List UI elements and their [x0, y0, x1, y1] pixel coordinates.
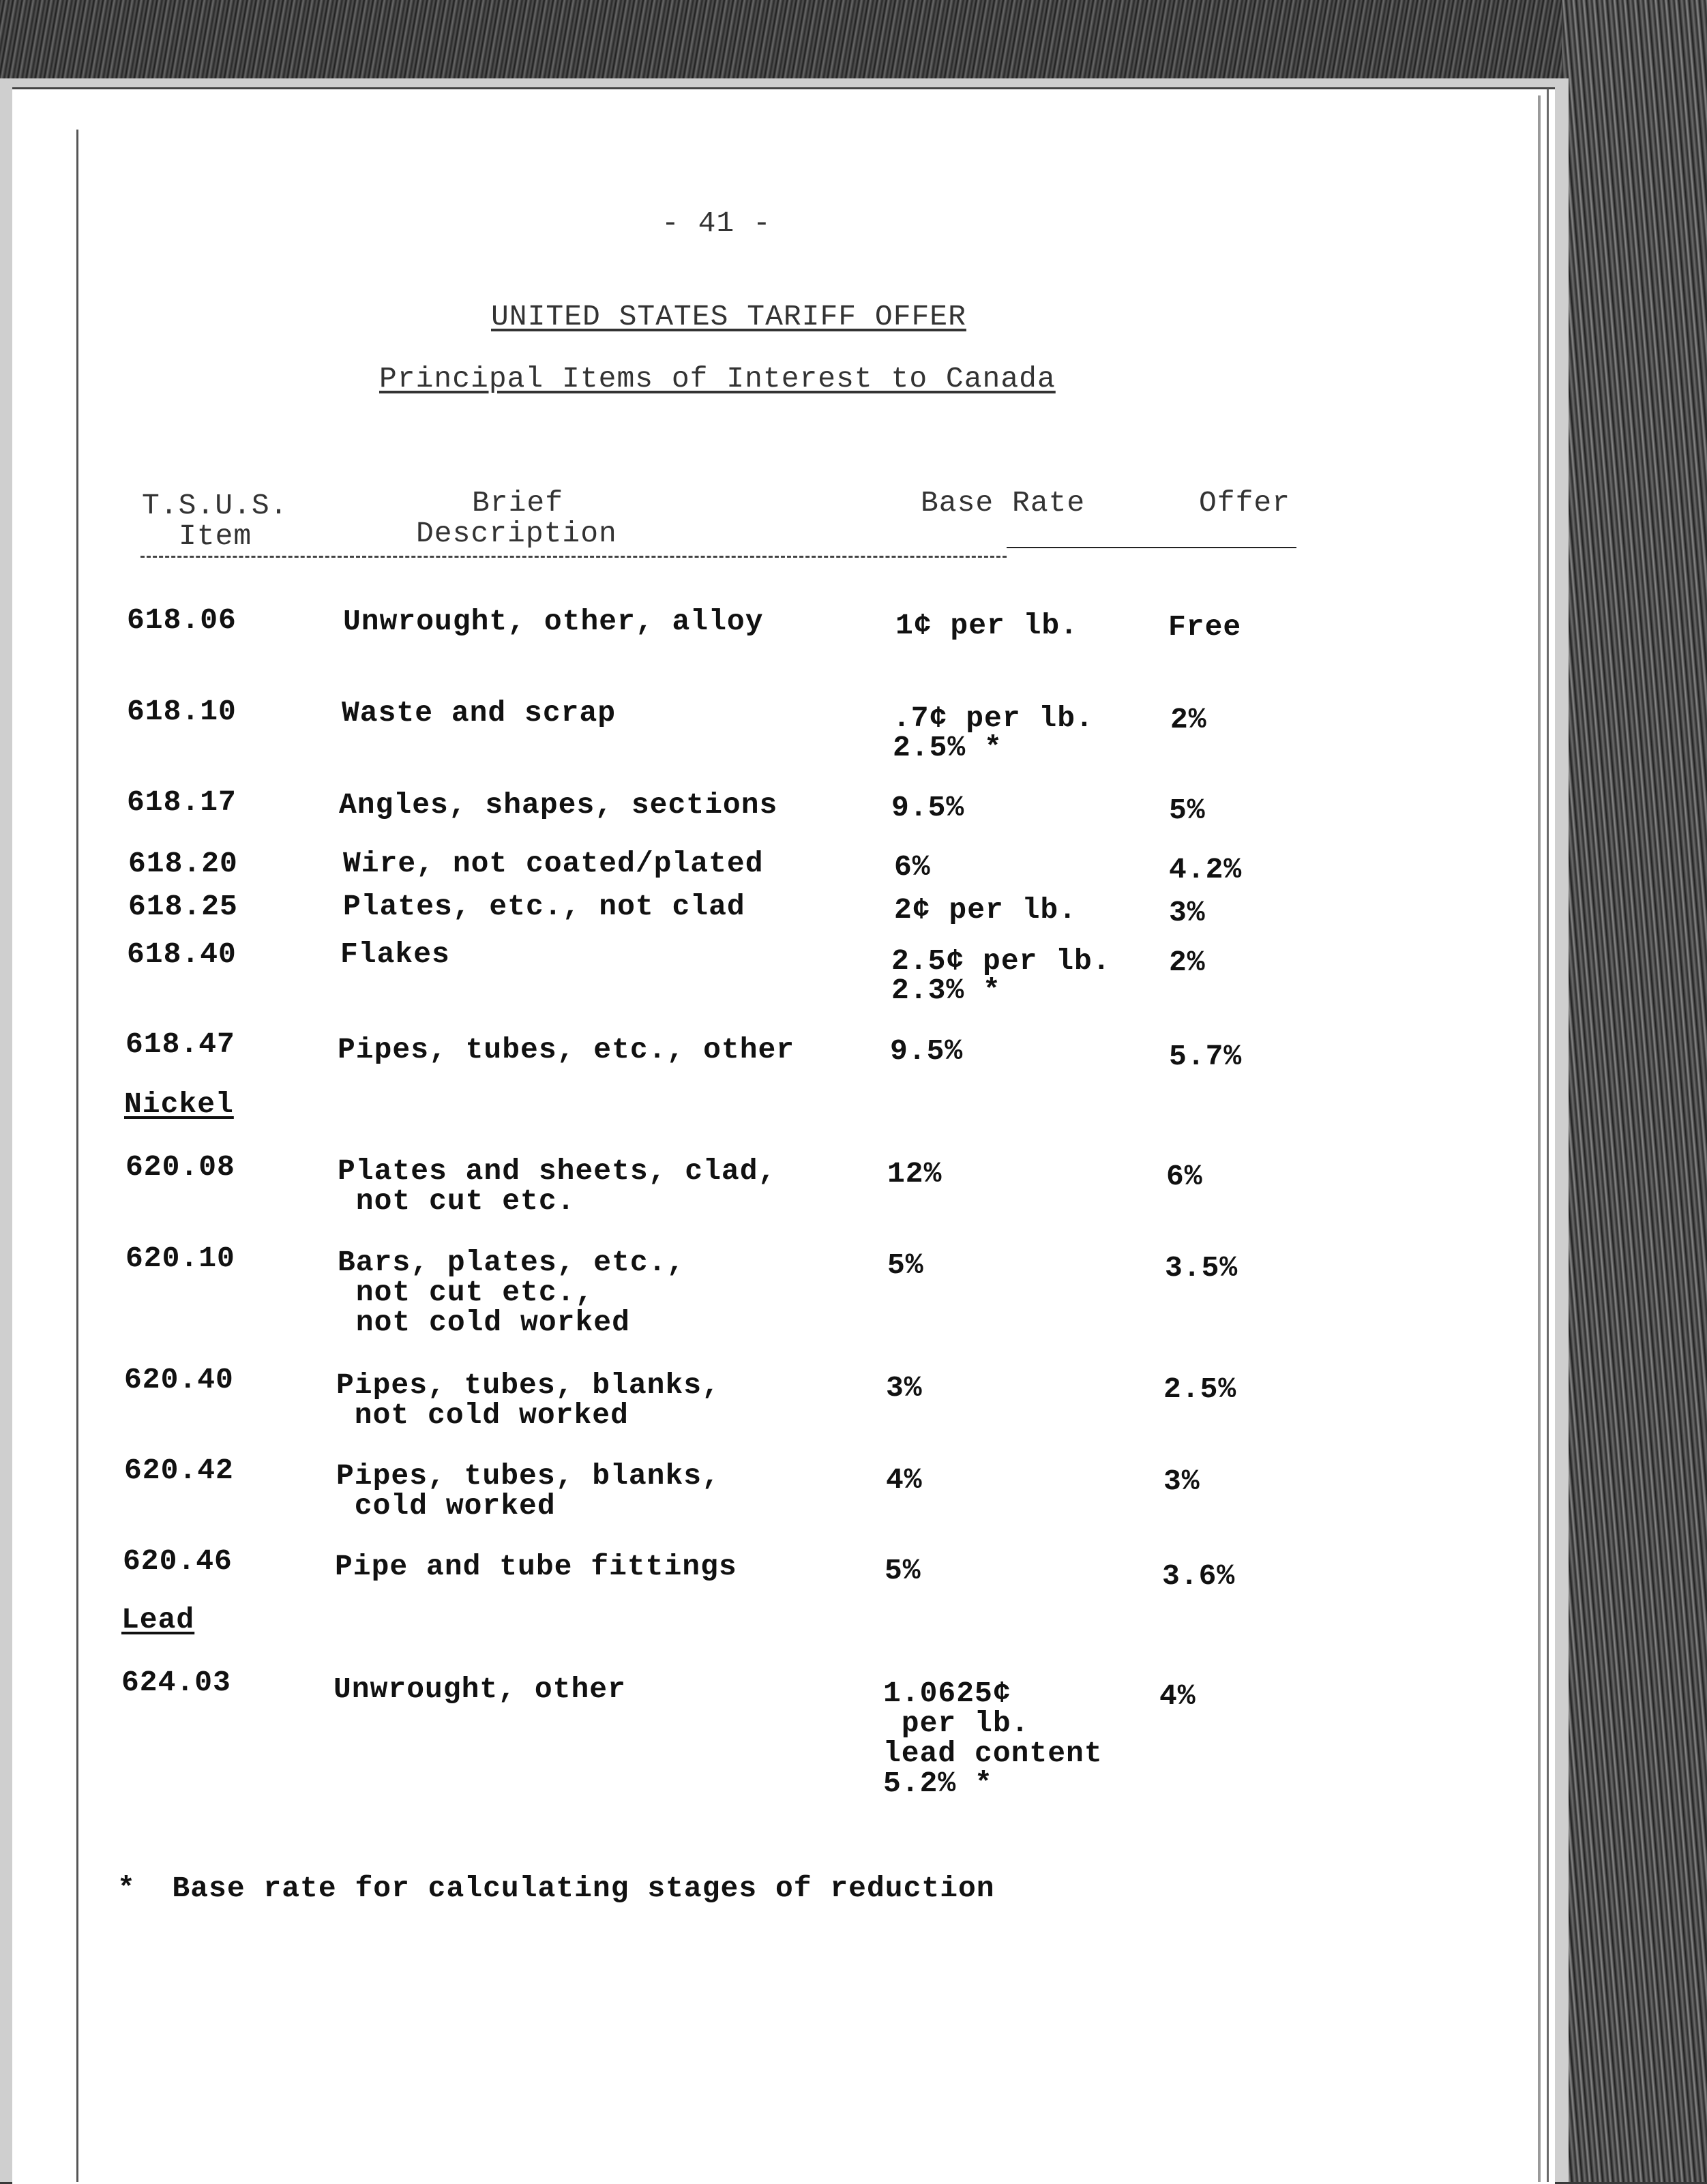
base-rate: 2.5% * — [893, 731, 1003, 764]
header-offer: Offer — [1199, 486, 1291, 520]
base-rate: 2.3% * — [891, 974, 1001, 1007]
header-desc-line1: Brief — [472, 486, 564, 520]
base-rate: 1.0625¢ — [883, 1677, 1011, 1710]
offer-rate: 3% — [1169, 896, 1206, 929]
item-description: not cut etc. — [338, 1184, 576, 1218]
base-rate: 9.5% — [890, 1034, 964, 1068]
offer-rate: 3% — [1163, 1465, 1200, 1498]
page-number: - 41 - — [662, 207, 771, 240]
offer-rate: 2% — [1169, 946, 1206, 979]
offer-rate: 2% — [1170, 703, 1207, 736]
document-title: UNITED STATES TARIFF OFFER — [491, 300, 966, 333]
offer-rate: 3.6% — [1162, 1559, 1236, 1593]
item-description: Wire, not coated/plated — [343, 847, 764, 880]
item-description: Angles, shapes, sections — [339, 788, 778, 822]
item-code: 620.08 — [125, 1150, 235, 1184]
footnote: * Base rate for calculating stages of reduction — [117, 1872, 995, 1905]
offer-rate: 2.5% — [1163, 1373, 1237, 1406]
item-description: cold worked — [336, 1489, 556, 1523]
item-code: 624.03 — [121, 1666, 231, 1699]
item-code: 618.20 — [128, 847, 238, 880]
header-rule-dashed — [140, 556, 1007, 558]
item-description: Unwrought, other, alloy — [343, 605, 764, 638]
item-code: 618.25 — [128, 890, 238, 923]
item-description: Flakes — [340, 938, 450, 971]
item-description: Pipes, tubes, blanks, — [336, 1459, 720, 1493]
item-code: 618.17 — [127, 786, 237, 819]
offer-rate: 5.7% — [1169, 1040, 1243, 1073]
item-description: not cut etc., — [338, 1276, 594, 1309]
base-rate: 3% — [886, 1371, 923, 1405]
item-description: Pipe and tube fittings — [335, 1550, 737, 1583]
item-description: Pipes, tubes, etc., other — [338, 1033, 795, 1066]
item-description: not cold worked — [338, 1306, 630, 1339]
base-rate: 6% — [894, 850, 931, 884]
offer-rate: 4.2% — [1169, 853, 1243, 886]
section-header-lead: Lead — [121, 1603, 195, 1636]
item-description: Plates, etc., not clad — [343, 890, 745, 923]
header-desc-line2: Description — [416, 517, 617, 550]
offer-rate: 5% — [1169, 794, 1206, 827]
item-description: not cold worked — [336, 1398, 629, 1432]
base-rate: 5% — [887, 1248, 924, 1282]
header-item-line2: Item — [179, 520, 252, 553]
item-description: Unwrought, other — [333, 1673, 626, 1706]
item-code: 618.47 — [125, 1028, 235, 1061]
item-code: 618.06 — [127, 603, 237, 637]
base-rate: 2.5¢ per lb. — [891, 944, 1111, 978]
offer-rate: 6% — [1166, 1160, 1203, 1193]
item-code: 620.46 — [123, 1544, 233, 1578]
header-item-line1: T.S.U.S. — [142, 489, 288, 522]
item-code: 618.40 — [127, 938, 237, 971]
base-rate: per lb. — [883, 1707, 1030, 1740]
item-code: 618.10 — [127, 695, 237, 728]
item-code: 620.40 — [124, 1363, 234, 1396]
offer-rate: 4% — [1159, 1679, 1196, 1713]
base-rate: 12% — [887, 1157, 942, 1191]
section-header-nickel: Nickel — [124, 1088, 234, 1121]
document-page — [12, 87, 1555, 2184]
item-code: 620.10 — [125, 1242, 235, 1275]
offer-rate: 3.5% — [1165, 1251, 1238, 1285]
offer-rate: Free — [1168, 610, 1242, 644]
base-rate: lead content — [883, 1737, 1103, 1770]
page-edge-right — [1538, 95, 1541, 2182]
document-subtitle: Principal Items of Interest to Canada — [379, 362, 1056, 395]
base-rate: 4% — [886, 1463, 923, 1497]
item-description: Bars, plates, etc., — [338, 1246, 685, 1279]
header-rule-solid — [1007, 547, 1296, 548]
base-rate: 1¢ per lb. — [895, 609, 1079, 642]
item-code: 620.42 — [124, 1454, 234, 1487]
base-rate: 9.5% — [891, 791, 965, 824]
base-rate: 2¢ per lb. — [894, 893, 1078, 927]
scan-background-right — [1562, 0, 1707, 2182]
base-rate: 5% — [885, 1554, 921, 1587]
page-edge-right-outer — [1547, 89, 1549, 2182]
item-description: Plates and sheets, clad, — [338, 1154, 777, 1188]
item-description: Waste and scrap — [342, 696, 617, 730]
header-base-rate: Base Rate — [921, 486, 1086, 520]
page-fold-left — [76, 130, 78, 2182]
base-rate: .7¢ per lb. — [893, 702, 1094, 735]
base-rate: 5.2% * — [883, 1767, 993, 1800]
item-description: Pipes, tubes, blanks, — [336, 1368, 720, 1402]
